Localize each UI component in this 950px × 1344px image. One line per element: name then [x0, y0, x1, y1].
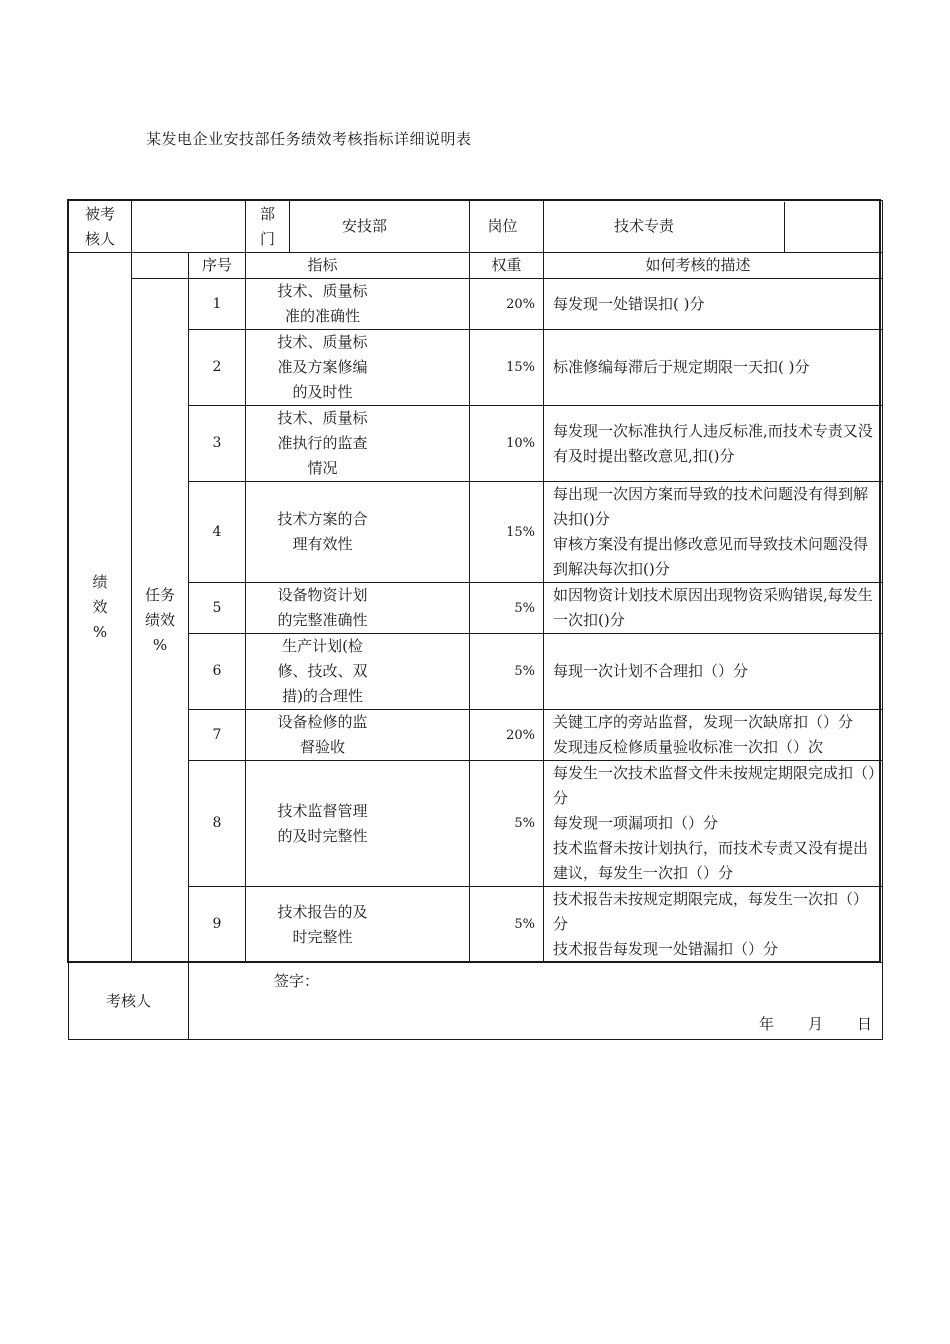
row-seq: 8 [189, 761, 246, 887]
day-label: 日 [857, 1015, 873, 1033]
table-row [69, 482, 883, 583]
row-description: 每出现一次因方案而导致的技术问题没有得到解决扣()分 审核方案没有提出修改意见而导致技术问题没得到解决每次扣()分 [544, 482, 883, 583]
row-indicator: 技术报告的及 时完整性 [246, 887, 470, 963]
row-weight: 5% [470, 887, 544, 963]
table-row [69, 710, 883, 761]
position-value: 技术专责 [544, 202, 785, 252]
year-label: 年 [758, 1015, 774, 1033]
assessor-label: 考核人 [69, 963, 189, 1040]
row-description: 每发现一次标准执行人违反标准,而技术专责又没有及时提出整改意见,扣()分 [544, 406, 883, 482]
row-seq: 2 [189, 330, 246, 406]
row-seq: 9 [189, 887, 246, 963]
document-title: 某发电企业安技部任务绩效考核指标详细说明表 [146, 130, 472, 148]
row-weight: 10% [470, 406, 544, 482]
category-outer: 绩 效 % [69, 253, 132, 963]
row-indicator: 设备物资计划 的完整准确性 [246, 583, 470, 634]
row-weight: 15% [470, 330, 544, 406]
row-description: 关键工序的旁站监督，发现一次缺席扣（）分 发现违反检修质量验收标准一次扣（）次 [544, 710, 883, 761]
col-seq-header: 序号 [189, 253, 246, 279]
row-indicator: 生产计划(检 修、技改、双 措)的合理性 [246, 634, 470, 710]
row-seq: 6 [189, 634, 246, 710]
row-description: 如因物资计划技术原因出现物资采购错误,每发生一次扣()分 [544, 583, 883, 634]
table-row [69, 406, 883, 482]
table-row [69, 761, 883, 887]
assessment-table [68, 200, 883, 1040]
row-seq: 3 [189, 406, 246, 482]
table-row [69, 583, 883, 634]
table-row [69, 330, 883, 406]
extra-value [785, 202, 883, 252]
row-description: 每发生一次技术监督文件未按规定期限完成扣（）分 每发现一项漏项扣（）分 技术监督未按计划执行，而技术专责又没有提出建议，每发生一次扣（）分 [544, 761, 883, 887]
col-description-header: 如何考核的描述 [544, 253, 883, 279]
row-indicator: 技术方案的合 理有效性 [246, 482, 470, 583]
row-indicator: 设备检修的监 督验收 [246, 710, 470, 761]
row-description: 每发现一处错误扣( )分 [544, 279, 883, 330]
col-indicator-header: 指标 [246, 253, 470, 279]
row-weight: 5% [470, 583, 544, 634]
sign-label: 签字： [274, 972, 320, 990]
row-description: 标准修编每滞后于规定期限一天扣( )分 [544, 330, 883, 406]
sign-date [759, 1012, 872, 1037]
footer-row [69, 963, 883, 1040]
row-seq: 5 [189, 583, 246, 634]
dept-label: 部 门 [246, 201, 290, 253]
row-indicator: 技术、质量标 准的准确性 [246, 279, 470, 330]
row-description: 技术报告未按规定期限完成，每发生一次扣（）分 技术报告每发现一处错漏扣（）分 [544, 887, 883, 963]
row-indicator: 技术监督管理 的及时完整性 [246, 761, 470, 887]
row-weight: 5% [470, 761, 544, 887]
category-inner: 任务 绩效 % [132, 279, 189, 963]
column-header-row [69, 253, 883, 279]
row-seq: 7 [189, 710, 246, 761]
signature-area [189, 963, 883, 1040]
table-row [69, 887, 883, 963]
row-description: 每现一次计划不合理扣（）分 [544, 634, 883, 710]
row-indicator: 技术、质量标 准及方案修编 的及时性 [246, 330, 470, 406]
dept-value: 安技部 [290, 201, 470, 253]
row-seq: 1 [189, 279, 246, 330]
row-indicator: 技术、质量标 准执行的监查 情况 [246, 406, 470, 482]
table-row [69, 279, 883, 330]
assessee-value [132, 201, 246, 253]
row-weight: 15% [470, 482, 544, 583]
assessee-label: 被考 核人 [69, 201, 132, 253]
position-label: 岗位 [470, 201, 544, 253]
row-weight: 20% [470, 710, 544, 761]
month-label: 月 [807, 1015, 823, 1033]
row-weight: 5% [470, 634, 544, 710]
header-row [69, 201, 883, 253]
table-row [69, 634, 883, 710]
col-weight-header: 权重 [470, 253, 544, 279]
row-seq: 4 [189, 482, 246, 583]
row-weight: 20% [470, 279, 544, 330]
